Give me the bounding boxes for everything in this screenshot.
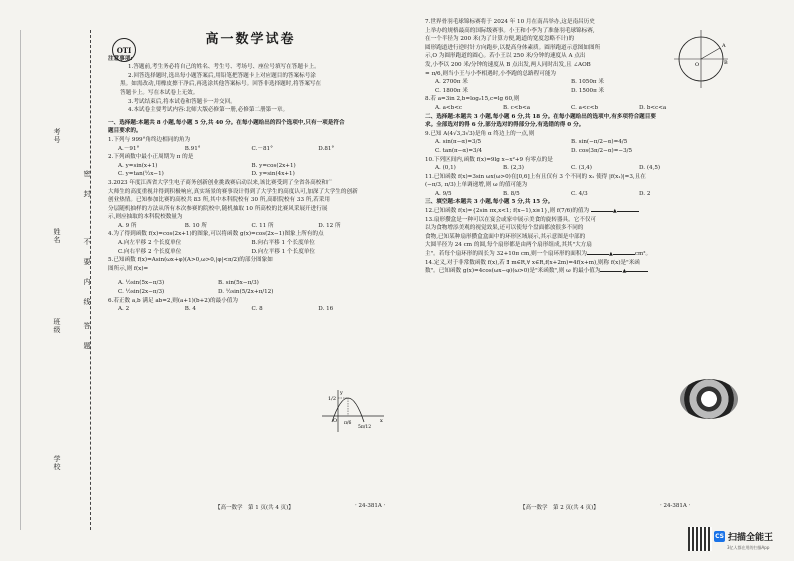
question-13: 13.扇形攒盒是一种可以在宴会或家中展示美食的旋转器具。它不仅可 — [425, 216, 597, 223]
footer-right-code: · 24-381A · — [660, 503, 691, 509]
option: B. 4 — [184, 306, 196, 313]
question-1-options — [108, 145, 393, 154]
option: D. ½sin(5/2x+π/12) — [218, 289, 274, 296]
question-5-options-2 — [108, 288, 326, 297]
note-1: 1.答题前,考生务必将自己的姓名、考生号、考场号、座位号填写在答题卡上。 — [128, 64, 320, 71]
option: C. y=tan(½x−1) — [118, 171, 164, 178]
y-label: y — [340, 390, 343, 396]
note-2: 2.回答选择题时,选出每小题答案后,用铅笔把答题卡上对应题目的答案标号涂 — [128, 72, 316, 79]
option: C. (3,4) — [571, 165, 592, 172]
answer-blank — [600, 271, 622, 272]
option: D. 2 — [639, 190, 651, 197]
question-14-line-2 — [425, 267, 715, 276]
option: D. cos(3π/2−α)=−3/5 — [571, 147, 633, 154]
question-14: 14.定义,对于非常数函数 f(x),若 ∃ m∈R,∀ x∈R,f(x+2m)=4f(x+m),则称 f(x)是"米函 — [425, 259, 640, 266]
label-xuexiao: 学校 — [53, 455, 61, 471]
answer-blank — [617, 211, 639, 212]
question-5-options — [108, 279, 326, 288]
option: D. b<c<a — [639, 104, 667, 111]
section-2-heading: 二、选择题:本题共 3 小题,每小题 6 分,共 18 分。在每小题给出的选项中,有多项符合题目要 — [425, 113, 656, 120]
school-logo: OTI — [112, 38, 136, 62]
question-9: 9.已知 A(4√3,3√3)是角 α 终边上的一点,则 — [425, 130, 535, 137]
option: A. 9/5 — [435, 190, 452, 197]
footer-left-code: · 24-381A · — [355, 503, 386, 509]
option: C.向右平移 2 个长度单位 — [118, 248, 182, 255]
option: A. (0,1) — [435, 165, 456, 172]
question-9-options — [425, 138, 715, 147]
note-4: 4.本试卷主要考试内容:北师大版必修第一册,必修第二册第一章。 — [128, 107, 289, 114]
option: C. 11 所 — [251, 222, 274, 229]
left-column — [108, 18, 393, 314]
option: A. ½sin(5x−π/3) — [118, 280, 165, 287]
notes-heading: 注意事项: — [108, 55, 133, 62]
seal-da: 答 — [83, 322, 91, 330]
question-2-options-2 — [108, 170, 393, 179]
question-11-options — [425, 190, 715, 199]
option: C. ½sin(2x−π/3) — [118, 289, 165, 296]
question-11: 11.已知函数 f(x)=3sin ωx(ω>0)在[0,6]上有且仅有 3 个不同的 x₁ 使得 |f(x₁)|=3,且在 — [425, 173, 646, 180]
option: D. 12 所 — [318, 222, 341, 229]
question-6: 6.若正数 a,b 满足 ab=2,则(a+1)(b+2)的最小值为 — [108, 297, 238, 304]
option: B. 8/5 — [503, 190, 520, 197]
question-7-line-6: 发,小李以 200 米/分钟的速度从 B 点出发,两人同时出发,且 ∠AOB — [425, 61, 591, 68]
note-2b: 黑。如需改动,用橡皮擦干净后,再选涂其他答案标号。回答非选择题时,将答案写在 — [120, 81, 322, 88]
circle-track-figure — [672, 28, 730, 90]
question-4: 4.为了得到函数 f(x)=cos(2x+1)的图象,可以将函数 g(x)=cos(2x−1)图象上所有的点 — [108, 231, 324, 238]
section-2-heading-2: 求。全部选对的得 6 分,部分选对的得部分分,有选错的得 0 分。 — [425, 122, 585, 129]
answer-blank — [613, 254, 635, 255]
question-12-text: 12.已知函数 f(x)={2sin πx,x<1; f(x−1),x≥1},则 f(7/6)的值为 — [425, 208, 590, 215]
amp-label: 1/2 — [328, 396, 337, 402]
center-label: O — [695, 62, 700, 68]
exam-title: 高一数学试卷 — [205, 32, 296, 47]
answer-blank — [587, 254, 609, 255]
option: A. 2 — [118, 306, 130, 313]
unit-label: cm²。 — [634, 251, 652, 258]
option: D. y=sin(4x+1) — [251, 171, 295, 178]
question-13-line-3: 食物,已知某种扇形攒盒盒面中的环形区域展示,其示意图是中部的 — [425, 233, 586, 240]
question-13-text: 主"。若每个扇环形的周长为 32+10π cm,则一个扇环形的面积为 — [425, 251, 588, 258]
question-13-line-2: 以为食物增添美观的视觉效果,还可以使每个盘面都放很多不同的 — [425, 225, 584, 232]
option: A.向左平移 2 个长度单位 — [118, 240, 182, 247]
scanner-watermark — [714, 530, 773, 543]
seal-ti: 题 — [83, 342, 91, 350]
question-11-line-2: (−π/3, π/3)上单调递增,则 ω 的值可能为 — [425, 182, 528, 189]
radius-line — [701, 48, 720, 59]
option: C. 1800π 米 — [435, 87, 468, 94]
option: B. 10 所 — [184, 222, 207, 229]
question-2: 2.下列函数中最小正周期为 π 的是 — [108, 154, 194, 161]
question-13-line-5 — [425, 250, 715, 259]
point-b-label: B — [724, 60, 728, 66]
footer-right-page: 【高一数学 第 2 页(共 4 页)】 — [520, 505, 599, 511]
tick-label: π/6 — [344, 421, 352, 426]
option: A. a<b<c — [435, 104, 463, 111]
question-7: 7.世界骨羽毛球锦标赛将于 2024 年 10 月在南昌举办,这是南昌历史 — [425, 19, 595, 25]
point-a-label: A — [722, 43, 726, 49]
seal-bu: 不 — [83, 238, 91, 246]
option: B.向右平移 1 个长度单位 — [251, 240, 315, 247]
tick-label: 5π/12 — [358, 425, 372, 430]
question-4-options-2 — [108, 248, 393, 257]
option: C. tan(π−α)=3/4 — [435, 147, 483, 154]
option: C. 4/3 — [571, 190, 588, 197]
question-8-options — [425, 104, 715, 113]
binding-outer-line — [20, 30, 21, 530]
triangle-icon: ▲ — [612, 208, 617, 215]
binding-strip — [0, 0, 100, 561]
question-7-line-2: 上举办的规格最高的国际级赛事。小王和小李为了准备羽毛球锦标赛, — [425, 27, 595, 34]
triangle-icon: ▲ — [622, 268, 627, 275]
question-13-line-4: 大圆半径为 24 cm 的圆,每个扇形都是由两个扇形组成,其其"大方扇 — [425, 242, 592, 249]
question-3-line-3: 创业热情。已知参加比赛的高校共 83 所,其中本科院校有 30 所,高职院校有 33 所,若采用 — [108, 197, 330, 204]
qr-code — [688, 527, 712, 551]
note-3: 3.考试结束后,将本试卷和答题卡一并交回。 — [128, 98, 236, 105]
label-xingming: 姓名 — [53, 228, 61, 244]
question-3-line-2: 大师生的高度重视并得到积极响应,真实场景的赛事设计得到了大学生的高度认可,加深了大学生的创新 — [108, 188, 358, 195]
section-3-heading: 三、填空题:本题共 3 小题,每小题 5 分,共 15 分。 — [425, 199, 554, 206]
section-1-heading: 一、选择题:本题共 8 小题,每小题 5 分,共 40 分。在每小题给出的四个选项中,只有一项是符合 — [108, 119, 345, 126]
fan-tray-photo — [680, 379, 738, 419]
option: B. sin(5x−π/3) — [218, 280, 259, 287]
footer-left-page: 【高一数学 第 1 页(共 4 页)】 — [215, 505, 294, 511]
question-3-line-5: 示,则应抽取的本科院校数量为 — [108, 214, 183, 221]
question-5-line-2: 图所示,则 f(x)= — [108, 265, 149, 272]
option: B. y=cos(2x+1) — [251, 162, 296, 169]
option: A. 2700π 米 — [435, 79, 468, 86]
option: D.81° — [318, 145, 335, 152]
option: A.－91° — [118, 145, 140, 152]
question-10: 10.下列区间内,函数 f(x)=9lg x−x²+9 有零点的是 — [425, 156, 553, 163]
x-label: x — [380, 418, 383, 424]
seal-nei: 内 — [83, 278, 91, 286]
seal-feng: 封 — [83, 190, 91, 198]
seal-xian: 线 — [83, 298, 91, 306]
scanner-tagline: 3亿人都在用的扫描App — [727, 545, 770, 550]
option: B. 1050π 米 — [571, 79, 604, 86]
option: D. 1500π 米 — [571, 87, 605, 94]
question-14-text: 数"。已知函数 g(x)=4cos(ωx−φ)(ω>0)是"米函数",则 ω 的最小值为 — [425, 268, 601, 275]
answer-blank — [626, 271, 648, 272]
option: C. a<c<b — [571, 104, 599, 111]
question-7-line-4: 圆形跑道进行逆时针方向跑步,以提高身体素质。圆形跑道示意图如图所 — [425, 44, 601, 51]
question-12 — [425, 207, 715, 216]
question-6-options — [108, 305, 393, 314]
label-kaohao: 考号 — [53, 128, 61, 144]
answer-blank — [591, 211, 613, 212]
option: C.－81° — [251, 145, 273, 152]
origin-label: O — [333, 418, 338, 424]
question-3: 3.2023 年度江西省大学生电子商务创新创业挑战赛启动以来,该比赛受到了全省各高校和广 — [108, 179, 333, 186]
question-7-line-5: 示,O 为圆形跑道的圆心。若小王以 250 米/分钟的速度从 A 点出 — [425, 53, 586, 60]
option: D. 16 — [318, 306, 334, 313]
question-4-options — [108, 239, 393, 248]
camscanner-icon: CS — [715, 533, 724, 540]
question-8: 8.若 a=3in 2,b=log₂15,c=lg 60,则 — [425, 96, 520, 103]
option: B. c<b<a — [503, 104, 531, 111]
question-9-options-2 — [425, 147, 715, 156]
seal-yao: 要 — [83, 258, 91, 266]
option: B. sin(−π/2−α)=4/5 — [571, 139, 628, 146]
question-7-line-7: = π/6,则当小王与小李相遇时,小李跑的总路程可能为 — [425, 70, 557, 77]
note-2c: 答题卡上。写在本试卷上无效。 — [120, 89, 199, 96]
question-3-options — [108, 222, 393, 231]
sine-graph-figure — [318, 388, 388, 434]
option: A. 9 所 — [118, 222, 137, 229]
option: A. y=sin(x+1) — [118, 162, 158, 169]
option: B. (2,3) — [503, 165, 524, 172]
section-1-heading-2: 题目要求的。 — [108, 128, 142, 135]
label-banji: 班级 — [53, 318, 61, 334]
option: C. 8 — [251, 306, 263, 313]
question-10-options — [425, 164, 715, 173]
option: B.91° — [184, 145, 201, 152]
option: D.向左平移 1 个长度单位 — [251, 248, 316, 255]
scanner-name: 扫描全能王 — [728, 533, 774, 543]
question-7-line-3: 在一个半径为 200 米(为了计算方便,跑道的宽度忽略不计)的 — [425, 36, 575, 43]
seal-mi: 密 — [83, 170, 91, 178]
question-2-options — [108, 162, 393, 171]
question-3-line-4: 分层随机抽样的方法从所有本次参赛的院校中,随机抽取 10 所高校的比赛风采展开进行展 — [108, 205, 328, 212]
question-1: 1.下列与 999°角终边相同的角为 — [108, 136, 191, 143]
option: D. (4,5) — [639, 165, 661, 172]
question-5: 5.已知函数 f(x)=Asin(ωx+φ)(A>0,ω>0,|φ|<π/2)的部分图象如 — [108, 257, 273, 264]
option: A. sin(π−α)=3/5 — [435, 139, 482, 146]
triangle-icon: ▲ — [609, 251, 613, 258]
